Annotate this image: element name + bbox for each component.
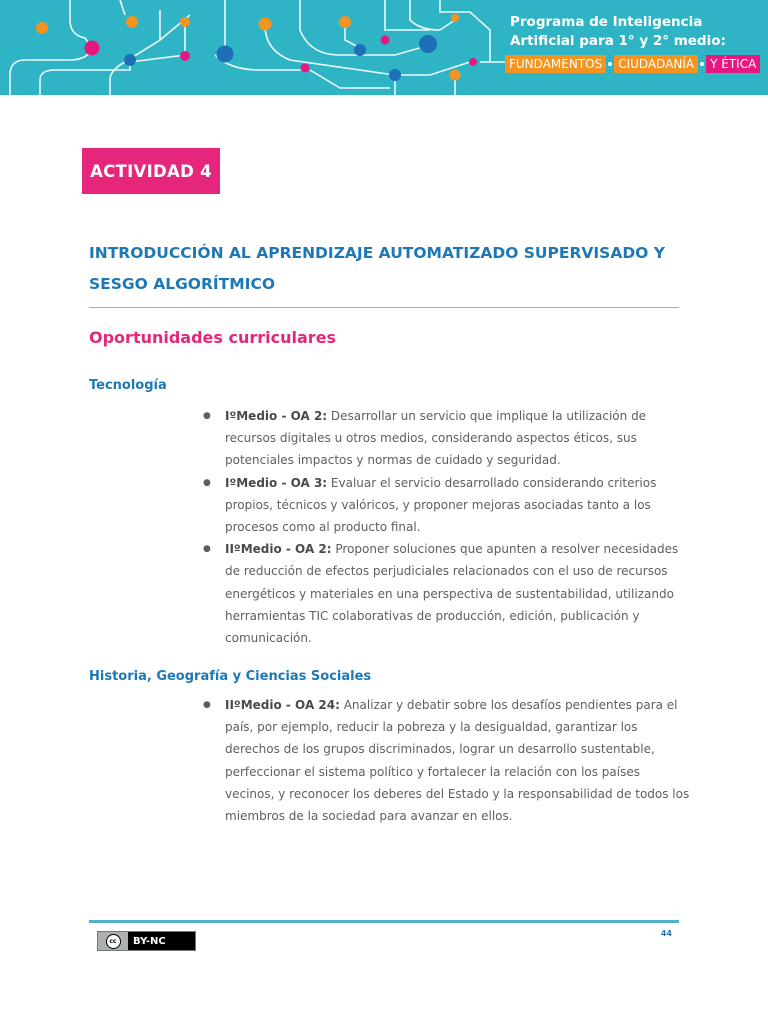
footer-divider: [89, 920, 679, 923]
page-title: INTRODUCCIÓN AL APRENDIZAJE AUTOMATIZADO SUPERVISADO Y SESGO ALGORÍTMICO: [89, 244, 665, 293]
license-label: BY-NC: [133, 935, 166, 947]
objective-code: IIºMedio - OA 24:: [225, 698, 340, 712]
bullet-icon: ●: [203, 544, 211, 555]
page-number: 44: [660, 929, 672, 938]
title-divider: [89, 307, 679, 308]
tag-separator: [700, 62, 704, 66]
license-badge: [97, 931, 196, 951]
section-heading: Oportunidades curriculares: [89, 328, 337, 347]
cc-icon: cc: [106, 934, 121, 949]
objective-text: Desarrollar un servicio que implique la utilización de recursos digitales u otros medios, considerando aspectos éticos, sus potenciales impactos y normas de cuidado y seguridad.: [225, 409, 647, 468]
objective-code: IºMedio - OA 2:: [225, 409, 328, 423]
cc-logo: [98, 932, 128, 950]
bullet-icon: ●: [203, 411, 211, 421]
objective-text: Proponer soluciones que apunten a resolver necesidades de reducción de efectos perjudiciales relacionados con el uso de recursos energéticos y materiales en una perspectiva de sustentabilidad, utilizando herramientas TIC colaborativas de producción, edición, publicación y comunicación.: [225, 542, 679, 646]
program-tags: [505, 55, 760, 73]
list-item: [200, 405, 690, 472]
tag-separator: [608, 62, 612, 66]
header-banner: [0, 0, 768, 95]
objective-text: Evaluar el servicio desarrollado considerando criterios propios, técnicos y valóricos, y proponer mejoras asociadas tanto a los procesos como al producto final.: [225, 475, 657, 535]
list-item: [200, 538, 690, 649]
objective-code: IIºMedio - OA 2:: [225, 542, 332, 557]
program-title: Programa de Inteligencia Artificial para 1° y 2° medio:: [510, 14, 726, 49]
tag-etica: Y ÉTICA: [706, 55, 760, 73]
tag-fundamentos: FUNDAMENTOS: [505, 55, 606, 73]
list-item: [200, 472, 690, 539]
objective-text: Analizar y debatir sobre los desafíos pendientes para el país, por ejemplo, reducir la pobreza y la desigualdad, garantizar los derechos de los grupos discriminados, lograr un desarrollo sustentable, perfeccionar el sistema político y fortalecer la relación con los países vecinos, y reconocer los deberes del Estado y la responsabilidad de todos los miembros de la sociedad para avanzar en ellos.: [225, 698, 690, 824]
bullet-icon: ●: [203, 477, 211, 488]
list-item: [200, 694, 690, 827]
objectives-list-historia: [200, 694, 690, 827]
subject-heading-historia: Historia, Geografía y Ciencias Sociales: [89, 669, 372, 684]
subject-heading-tecnologia: Tecnología: [89, 378, 167, 393]
tag-ciudadania: CIUDADANÍA: [614, 55, 698, 73]
objectives-list-tecnologia: [200, 405, 690, 649]
objective-code: IºMedio - OA 3:: [225, 475, 328, 490]
bullet-icon: ●: [203, 700, 211, 710]
activity-badge: ACTIVIDAD 4: [82, 148, 220, 194]
